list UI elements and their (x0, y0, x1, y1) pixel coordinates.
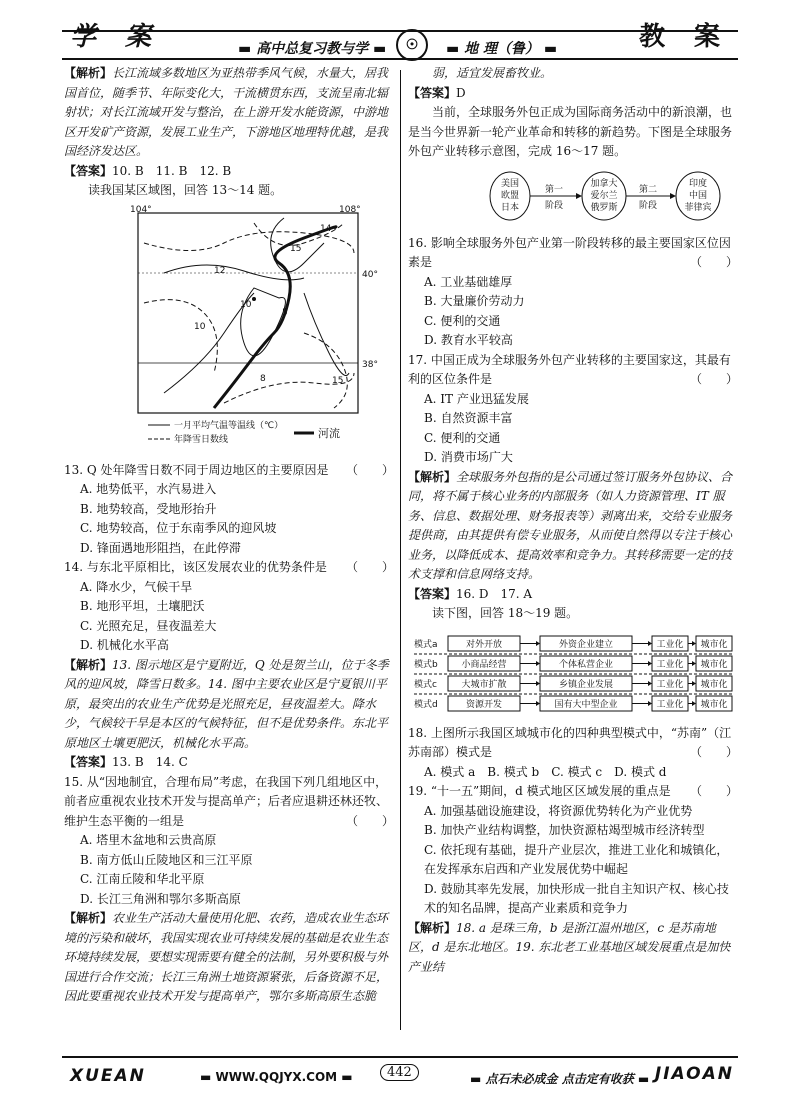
mode-box-text: 工业化 (656, 699, 684, 710)
svg-text:爱尔兰: 爱尔兰 (590, 190, 618, 201)
mode-box-text: 个体私营企业 (558, 659, 614, 670)
mode-row (414, 656, 734, 674)
mode-box-text: 外资企业建立 (558, 639, 614, 650)
mode-arrowhead (648, 661, 652, 666)
footer-slogan: ▬ 点石未必成金 点击定有收获 ▬ (470, 1072, 650, 1086)
mode-box-text: 工业化 (656, 639, 684, 650)
lon-left-label: 104° (130, 204, 152, 215)
intro-explanation: 【解析】长江流域多数地区为亚热带季风气候，水量大，居我国首位，随季节、年际变化大，干流横贯东西，支流呈南北辐射状；对长江流域开发与整治，在上游开发水能资源，中游地区开发矿产资源，发展工业生产，下游地区地理特优越，是我国经济发达区。 (64, 66, 389, 158)
svg-text:第二: 第二 (638, 184, 658, 195)
map-label: 15 (290, 243, 302, 254)
footer-right-brand: JIAOAN (654, 1064, 734, 1084)
legend-snow-label: 年降雪日数线 (174, 434, 229, 445)
emblem-icon: ☉ (396, 29, 428, 61)
map-label: 10 (240, 299, 252, 310)
legend-temp-label: 一月平均气温等温线（℃） (174, 420, 284, 431)
mode-arrowhead (536, 681, 540, 686)
mode-box-text: 城市化 (700, 639, 728, 650)
mode-arrowhead (536, 661, 540, 666)
page-number: 442 (380, 1064, 419, 1081)
lat-bottom-label: 38° (362, 359, 378, 370)
snow-isoline (304, 333, 347, 408)
mode-box-text: 国有大中型企业 (554, 699, 618, 710)
header-series: ▬ 高中总复习教与学 ▬ (238, 41, 387, 57)
q15-explanation-continued: 弱，适宜发展畜牧业。 (432, 66, 553, 80)
footer-left-brand: XUEAN (70, 1066, 146, 1086)
header-bottom-rule (62, 58, 738, 60)
mode-box-text: 大城市扩散 (461, 679, 507, 690)
map-label: 12 (214, 265, 226, 276)
modes-prompt: 读下图，回答 18～19 题。 (432, 606, 579, 620)
header-subject: ▬ 地 理（鲁） ▬ (446, 41, 558, 57)
mode-box-text: 工业化 (656, 679, 684, 690)
svg-text:俄罗斯: 俄罗斯 (590, 202, 618, 213)
mode-arrowhead (648, 641, 652, 646)
mode-arrowhead (692, 661, 696, 666)
legend-river-label: 河流 (318, 426, 340, 440)
question-16: 16. 影响全球服务外包产业第一阶段转移的最主要国家区位因素是 （ ） A. 工业基础雄厚 B. 大量廉价劳动力 C. 便利的交通 D. 教育水平较高 (408, 235, 738, 347)
mode-row (414, 696, 732, 711)
mode-arrowhead (692, 701, 696, 706)
mode-arrowhead (692, 641, 696, 646)
mode-arrowhead (648, 701, 652, 706)
mode-box-text: 乡镇企业发展 (558, 679, 614, 690)
svg-text:中国: 中国 (688, 190, 708, 201)
right-column (408, 64, 738, 977)
q15-answer: 【答案】D (408, 85, 466, 100)
svg-text:阶段: 阶段 (638, 200, 658, 211)
map-label: 14 (320, 223, 332, 234)
question-19: 19. “十一五”期间，d 模式地区区域发展的重点是 （ ） A. 加强基础设施建设，将资源优势转化为产业优势 B. 加快产业结构调整，加快资源枯竭型城市经济转型 C. 依托现有基础，提升产业层次，推进工业化和城镇化，在发挥承东启西和产业发展优势中崛起 D. 鼓励其率先发展，加快形成一批自主知识产权、核心技术的知名品牌，提高产业素质和竞争力 (408, 784, 738, 915)
svg-text:欧盟: 欧盟 (500, 190, 520, 201)
mode-box-text: 工业化 (656, 659, 684, 670)
svg-text:美国: 美国 (500, 178, 520, 189)
svg-text:第一: 第一 (544, 184, 564, 195)
mode-row (414, 676, 734, 694)
left-column (64, 64, 394, 1007)
map-prompt: 读我国某区域图，回答 13～14 题。 (88, 183, 283, 197)
header-left-title: 学 案 (70, 22, 162, 52)
question-15: 15. 从“因地制宜，合理布局”考虑，在我国下列几组地区中，前者应重视农业技术开发与提高单产；后者应退耕还林还牧、维护生态平衡的一组是 （ ） A. 塔里木盆地和云贵高原 B. 南方低山丘陵地区和三江平原 C. 江南丘陵和华北平原 D. 长江三角洲和鄂尔多斯高原 (64, 774, 394, 906)
svg-text:印度: 印度 (688, 178, 708, 189)
mode-box-text: 小商品经营 (461, 659, 507, 670)
snow-isoline (144, 299, 217, 372)
svg-text:加拿大: 加拿大 (590, 178, 618, 189)
map-label: 15 (332, 375, 344, 386)
mode-label: 模式b (414, 659, 438, 670)
q-point-marker (252, 297, 256, 301)
header-right-title: 教 案 (638, 22, 730, 52)
mode-arrowhead (648, 681, 652, 686)
mode-arrowhead (692, 681, 696, 686)
question-13: 13. Q 处年降雪日数不同于周边地区的主要原因是 （ ） A. 地势低平，水汽易进入 B. 地势较高，受地形抬升 C. 地势较高，位于东南季风的迎风坡 D. 锋面遇地形阻挡，在此停滞 (64, 462, 394, 555)
map-label: 5 (282, 307, 288, 318)
q13-14-answer: 【答案】13. B 14. C (64, 755, 188, 769)
footer-url: ▬ WWW.QQJYX.COM ▬ (200, 1070, 353, 1084)
yellow-river (214, 223, 336, 407)
mode-arrowhead (536, 701, 540, 706)
header-top-rule (62, 30, 738, 32)
mode-box-text: 城市化 (700, 659, 728, 670)
mode-box-text: 城市化 (700, 699, 728, 710)
urbanization-modes-diagram (414, 630, 734, 716)
svg-text:日本: 日本 (500, 202, 520, 213)
lon-right-label: 108° (339, 204, 361, 215)
q16-17-answer: 【答案】16. D 17. A (408, 586, 533, 601)
question-14: 14. 与东北平原相比，该区发展农业的优势条件是 （ ） A. 降水少，气候干旱 B. 地形平坦，土壤肥沃 C. 光照充足，昼夜温差大 D. 机械化水平高 (64, 560, 394, 652)
q13-14-explanation: 【解析】13. 图示地区是宁夏附近，Q 处是贺兰山，位于冬季风的迎风坡，降雪日数多。14. 图中主要农业区是宁夏银川平原，最突出的农业生产优势是光照充足，昼夜温差大。降水少，气候较干旱是本区的气候特征，但不是优势条件。东北平原地区土壤更肥沃，机械化水平高。 (64, 657, 389, 750)
mode-box-text: 资源开发 (465, 699, 503, 710)
mode-box-text: 对外开放 (465, 639, 503, 650)
mode-row (414, 636, 734, 654)
region-map (104, 203, 404, 461)
mode-label: 模式d (414, 699, 438, 710)
mode-label: 模式a (414, 639, 438, 650)
mode-box-text: 城市化 (700, 679, 728, 690)
q15-explanation: 【解析】农业生产活动大量使用化肥、农药，造成农业生态环境的污染和破坏，我国实现农业可持续发展的基础是农业生态环境持续发展，要想实现需要有健全的法制，另外要积极与外国进行合作交流；长江三角洲土地资源紧张，后备资源不足，因此要重视农业技术开发与提高单产，鄂尔多斯高原生态脆 (64, 911, 389, 1003)
q18-19-explanation: 【解析】18. a 是珠三角，b 是浙江温州地区，c 是苏南地区，d 是东北地区。19. 东北老工业基地区域发展重点是加快产业结 (408, 920, 731, 974)
lat-top-label: 40° (362, 269, 378, 280)
q16-17-explanation: 【解析】全球服务外包指的是公司通过签订服务外包协议、合同，将不属于核心业务的内部服务（如人力资源管理、IT 服务、信息、数据处理、财务报表等）剥离出来，交给专业服务提供商，由其提供有偿专业服务，从而使自然得以专注于核心业务，以降低成本、提高效率和竞争力。其转移需要一定的技术支撑和信息网络支持。 (408, 469, 733, 581)
snow-isoline (144, 231, 354, 252)
map-label: 8 (260, 373, 266, 384)
map-frame (138, 213, 358, 413)
outsourcing-flow-diagram (408, 168, 738, 228)
svg-text:菲律宾: 菲律宾 (684, 202, 712, 213)
question-18: 18. 上图所示我国区域城市化的四种典型模式中，“苏南”（江苏南部）模式是 （ ） A. 模式 a B. 模式 b C. 模式 c D. 模式 d (408, 725, 738, 779)
map-label: 10 (194, 321, 206, 332)
footer-rule (62, 1056, 738, 1058)
svg-text:阶段: 阶段 (544, 200, 564, 211)
mode-label: 模式c (414, 679, 437, 690)
mode-arrowhead (536, 641, 540, 646)
intro-answer: 【答案】10. B 11. B 12. B (64, 163, 232, 178)
outsourcing-intro: 当前，全球服务外包正成为国际商务活动中的新浪潮，也是当今世界新一轮产业革命和转移的新趋势。下图是全球服务外包产业转移示意图，完成 16～17 题。 (408, 105, 733, 158)
question-17: 17. 中国正成为全球服务外包产业转移的主要国家这，其最有利的区位条件是 （ ） A. IT 产业迅猛发展 B. 自然资源丰富 C. 便利的交通 D. 消费市场广大 (408, 352, 738, 464)
